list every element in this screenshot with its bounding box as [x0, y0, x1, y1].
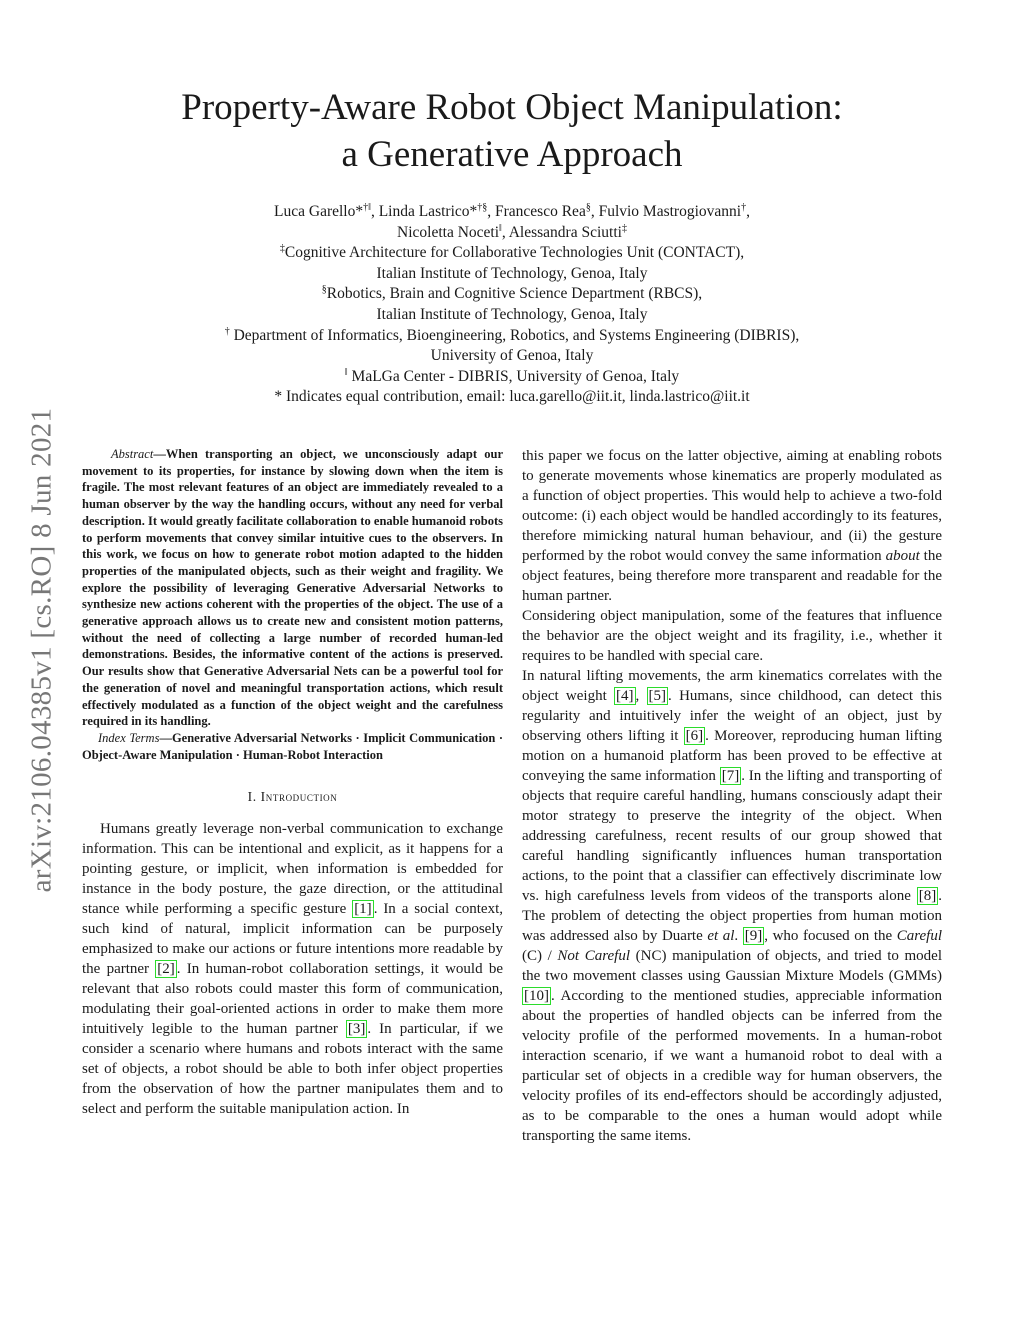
citation-link[interactable]: [7]: [721, 768, 740, 784]
citation-link[interactable]: [4]: [616, 688, 634, 704]
section-title: Introduction: [260, 789, 338, 805]
author-affil-mark: §: [585, 201, 591, 213]
body-text-run: this paper we focus on the latter objective, aiming at enabling robots to generate movements whose kinematics are properly modulated as a function of object properties. This would help to achieve a two-fold outcome: (i) each object would be handled accordingly to its features, therefore mimicking natural human behaviour, and (ii) the gesture performed by the robot would convey the same information: [522, 448, 942, 564]
right-column: [522, 446, 942, 1146]
title-line-2: a Generative Approach: [341, 134, 683, 175]
author-affil-mark: ‡: [621, 222, 627, 234]
body-text-run: . In a social context, such kind of natural, implicit information can be purposely emphasized to make our actions or future intentions more readable by the partner: [82, 901, 503, 978]
body-text-run: . Moreover, reproducing human lifting motion on a humanoid platform has been proved to be effective at conveying the same information: [522, 728, 942, 784]
intro-paragraph-2: Considering object manipulation, some of the features that influence the behavior are the object weight and its fragility, i.e., whether it requires to be handled with special care.: [522, 608, 942, 664]
citation-link[interactable]: [2]: [157, 961, 175, 978]
affil-text: Robotics, Brain and Cognitive Science Department (RBCS),: [326, 285, 703, 303]
body-text-run: . According to the mentioned studies, appreciable information about the properties of handled objects can be inferred from the velocity profile of the performed movements. In a human-robot interaction scenario, if we want a humanoid robot to deal with a particular set of objects in a credible way for human observers, the velocity profiles of its end-effectors should be accordingly adjusted, as to be comparable to the ones a human would adopt while transporting the same items.: [522, 988, 942, 1144]
affil-mark: ‡: [279, 243, 285, 255]
index-terms-text: —Generative Adversarial Networks · Implicit Communication · Object-Aware Manipulation · Human-Robot Interaction: [82, 730, 503, 762]
author-name: , Alessandra Sciutti: [501, 223, 622, 241]
arxiv-stamp-text: arXiv:2106.04385v1 [cs.RO] 8 Jun 2021: [25, 407, 58, 893]
section-numeral: I.: [247, 789, 261, 805]
index-terms: [82, 730, 503, 763]
emphasis-text: et al: [707, 928, 735, 944]
body-text-run: the object features, being therefore more transparent and readable for the human partner.: [522, 548, 942, 604]
citation-link[interactable]: [8]: [918, 888, 937, 904]
contribution-note: * Indicates equal contribution, email: luca.garello@iit.it, linda.lastrico@iit.it: [274, 388, 750, 406]
affiliation-dibris-location: University of Genoa, Italy: [430, 347, 594, 365]
author-affil-mark: †: [741, 201, 747, 213]
affil-mark: §: [321, 284, 327, 296]
title-line-1: Property-Aware Robot Object Manipulation:: [181, 87, 843, 128]
abstract-lead: Abstract: [110, 447, 154, 461]
affiliation-rbcs-location: Italian Institute of Technology, Genoa, Italy: [376, 305, 648, 323]
paper-title: [100, 84, 924, 178]
intro-paragraph-3: [522, 666, 942, 1146]
affiliation-malga: [140, 367, 884, 388]
author-name: , Fulvio Mastrogiovanni: [590, 203, 742, 220]
body-text-run: . Humans, since childhood, can detect this regularity and intuitively infer the weight of an object, just by observing others lifting it: [522, 688, 943, 744]
author-affil-mark: ‖: [499, 222, 502, 234]
author-name: , Linda Lastrico*: [370, 203, 478, 220]
affiliation-contact-location: Italian Institute of Technology, Genoa, Italy: [376, 264, 648, 282]
body-text-run: (NC) manipulation of objects, and tried to model the two movement classes using Gaussian Mixture Models (GMMs): [522, 948, 942, 984]
affil-text: Cognitive Architecture for Collaborative Technologies Unit (CONTACT),: [284, 244, 745, 262]
author-sep: ,: [746, 203, 750, 220]
body-text-run: . In human-robot collaboration settings, it would be relevant that also robots could master this form of communication, modulating their goal-oriented actions in order to make them more intuitively legible to the human partner: [82, 961, 503, 1038]
authors-line-1: [140, 202, 884, 223]
body-text-run: In natural lifting movements, the arm kinematics correlates with the object weight: [522, 668, 942, 704]
affil-mark: †: [224, 325, 230, 337]
body-text-run: ,: [635, 688, 647, 704]
body-text-run: . In particular, if we consider a scenario where humans and robots interact with the same set of objects, a robot should be able to both infer object properties from the observation of how the partner manipulates them and to select and perform the suitable manipulation action. In: [82, 1021, 504, 1118]
body-text-run: . In the lifting and transporting of objects that require careful handling, humans consciously adapt their motor strategy to preserve the integrity of the object. When addressing carefulness, recent results of our group showed that careful handling significantly influences human transportation actions, to the point that a classifier can effectively discriminate low vs. high carefulness levels from videos of the transports alone: [522, 768, 942, 904]
arxiv-stamp: [14, 370, 70, 930]
citation-link[interactable]: [1]: [354, 901, 372, 918]
author-name: Luca Garello*: [274, 203, 364, 220]
body-text-run: Humans greatly leverage non-verbal communication to exchange information. This can be intentional and explicit, as it happens for a pointing gesture, or implicit, when information is embedded for instance in the body posture, the gaze direction, or the attitudinal stance while performing a specific gesture: [82, 821, 503, 918]
affil-mark: ‖: [344, 366, 348, 378]
body-text-run: (C) /: [522, 948, 558, 964]
emphasis-text: Careful: [896, 928, 942, 944]
abstract: [82, 446, 503, 730]
body-text-run: , who focused on the: [764, 928, 897, 944]
citation-link[interactable]: [6]: [685, 728, 704, 744]
body-text-run: . The problem of detecting the object properties from human motion was addressed also by Duarte: [522, 888, 942, 944]
body-text-run: .: [734, 928, 743, 944]
abstract-text: —When transporting an object, we unconsciously adapt our movement to its properties, for instance by slowing down when the item is fragile. The most relevant features of an object are immediately revealed to a human observer by the way the handling occurs, without any need for verbal description. It would greatly facilitate collaboration to enable humanoid robots to perform movements that convey similar intuitive cues to the observers. In this work, we focus on how to generate robot motion adapted to the hidden properties of the manipulated objects, such as their weight and fragility. We explore the possibility of leveraging Generative Adversarial Networks to synthesize new actions coherent with the properties of the object. The use of a generative approach allows us to create new and consistent motion patterns, without the need of collecting a large number of recorded human-led demonstrations. Besides, the informative content of the actions is preserved. Our results show that Generative Adversarial Nets can be a powerful tool for the generation of novel and meaningful transportation actions, which result effectively modulated as a function of the object weight and the carefulness required in its handling.: [82, 447, 503, 729]
citation-link[interactable]: [5]: [648, 688, 667, 704]
citation-link[interactable]: [10]: [524, 988, 549, 1004]
citation-link[interactable]: [9]: [744, 928, 763, 944]
emphasis-text: Not Careful: [557, 948, 630, 964]
affil-text: MaLGa Center - DIBRIS, University of Genoa, Italy: [347, 367, 680, 385]
affil-text: Department of Informatics, Bioengineering, Robotics, and Systems Engineering (DIBRIS),: [229, 326, 800, 344]
index-terms-lead: Index Terms: [98, 730, 160, 745]
affiliation-contact: [140, 243, 884, 264]
section-heading-introduction: [82, 789, 503, 805]
emphasis-text: about: [885, 548, 920, 564]
author-name: , Francesco Rea: [487, 203, 586, 220]
author-name: Nicoletta Noceti: [397, 223, 500, 241]
citation-link[interactable]: [3]: [347, 1021, 366, 1038]
affiliation-dibris: [140, 326, 884, 347]
author-affil-mark: †‖: [363, 201, 371, 213]
intro-paragraph-continued: [522, 446, 942, 606]
authors-line-2: [140, 223, 884, 244]
author-block: [140, 202, 884, 408]
affiliation-rbcs: [140, 284, 884, 305]
left-column: [82, 446, 503, 1119]
intro-paragraph-1: [82, 819, 503, 1119]
author-affil-mark: †§: [477, 201, 488, 213]
